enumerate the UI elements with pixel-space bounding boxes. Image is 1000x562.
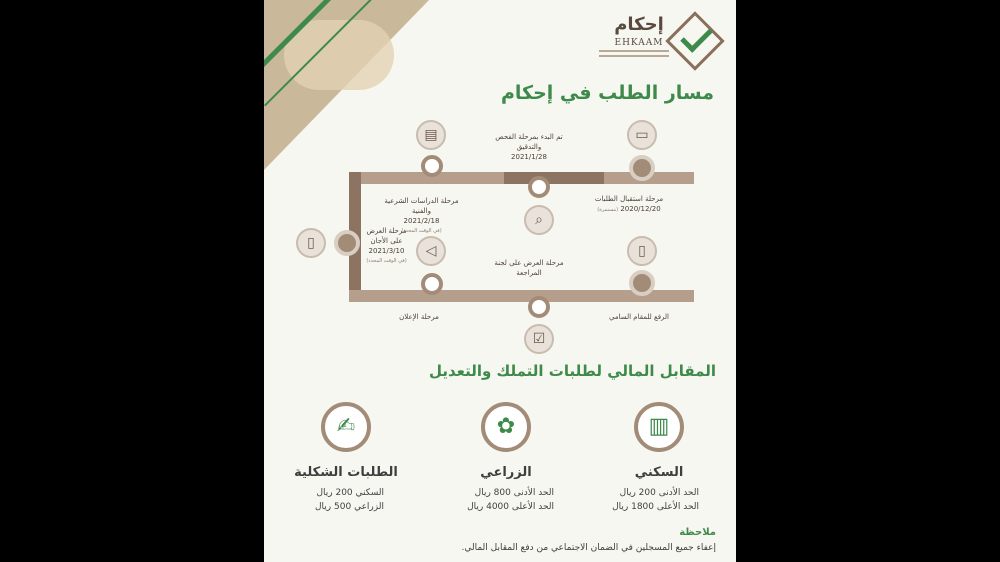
fee-title-agricultural: الزراعي <box>480 465 532 480</box>
timeline-node <box>421 273 443 295</box>
timeline-node <box>528 296 550 318</box>
fees-title: المقابل المالي لطلبات التملك والتعديل <box>428 362 716 380</box>
logo-arabic: إحكام <box>614 14 664 35</box>
logo-tagline-line <box>599 55 669 57</box>
notes-title: ملاحظة <box>679 527 716 538</box>
megaphone-icon: ◁ <box>416 236 446 266</box>
step-studies: مرحلة الدراسات الشرعية والفنية 2021/2/18 (في الوقت المحدد) <box>384 197 459 234</box>
plant-icon: ✿ <box>481 402 531 452</box>
fee-title-formal: الطلبات الشكلية <box>294 465 398 480</box>
fee-line: الحد الأدنى 200 ريال <box>619 488 699 498</box>
step-examination: تم البدء بمرحلة الفحص والتدقيق 2021/1/28 <box>495 133 563 161</box>
step-review-committee: مرحلة العرض على لجنة المراجعة <box>494 259 564 277</box>
timeline-node <box>421 155 443 177</box>
checklist-icon: ☑ <box>524 324 554 354</box>
paper-icon: ▯ <box>627 236 657 266</box>
infographic-poster <box>264 0 736 562</box>
logo-tagline-line <box>599 50 669 52</box>
document-hand-icon: ✍ <box>321 402 371 452</box>
magnifier-icon: ⌕ <box>524 205 554 235</box>
step-reception: مرحلة استقبال الطلبات 2020/12/20 (مستمرة) <box>594 195 664 213</box>
step-announcement: مرحلة الإعلان <box>399 313 439 321</box>
document-icon: ▯ <box>296 228 326 258</box>
timeline-node <box>629 270 655 296</box>
fee-line: الحد الأدنى 800 ريال <box>474 488 554 498</box>
building-icon: ▥ <box>634 402 684 452</box>
fee-line: الحد الأعلى 4000 ريال <box>467 502 554 512</box>
notes-text: إعفاء جميع المسجلين في الضمان الاجتماعي من دفع المقابل المالي. <box>461 543 716 553</box>
fee-title-residential: السكني <box>634 465 684 480</box>
timeline-node <box>528 176 550 198</box>
clipboard-icon: ▤ <box>416 120 446 150</box>
fee-line: السكني 200 ريال <box>316 488 384 498</box>
step-committees: مرحلة العرض على الأجان 2021/3/10 (في الوقت المحدد) <box>366 227 407 264</box>
roadmap-band-accent <box>504 172 604 184</box>
monitor-icon: ▭ <box>627 120 657 150</box>
page-title: مسار الطلب في إحكام <box>500 82 714 104</box>
timeline-node <box>334 230 360 256</box>
logo-english: EHKAAM <box>614 38 664 48</box>
step-royal-court: الرفع للمقام السامي <box>608 313 669 321</box>
fee-line: الحد الأعلى 1800 ريال <box>612 502 699 512</box>
timeline-node <box>629 155 655 181</box>
fee-line: الزراعي 500 ريال <box>315 502 384 512</box>
